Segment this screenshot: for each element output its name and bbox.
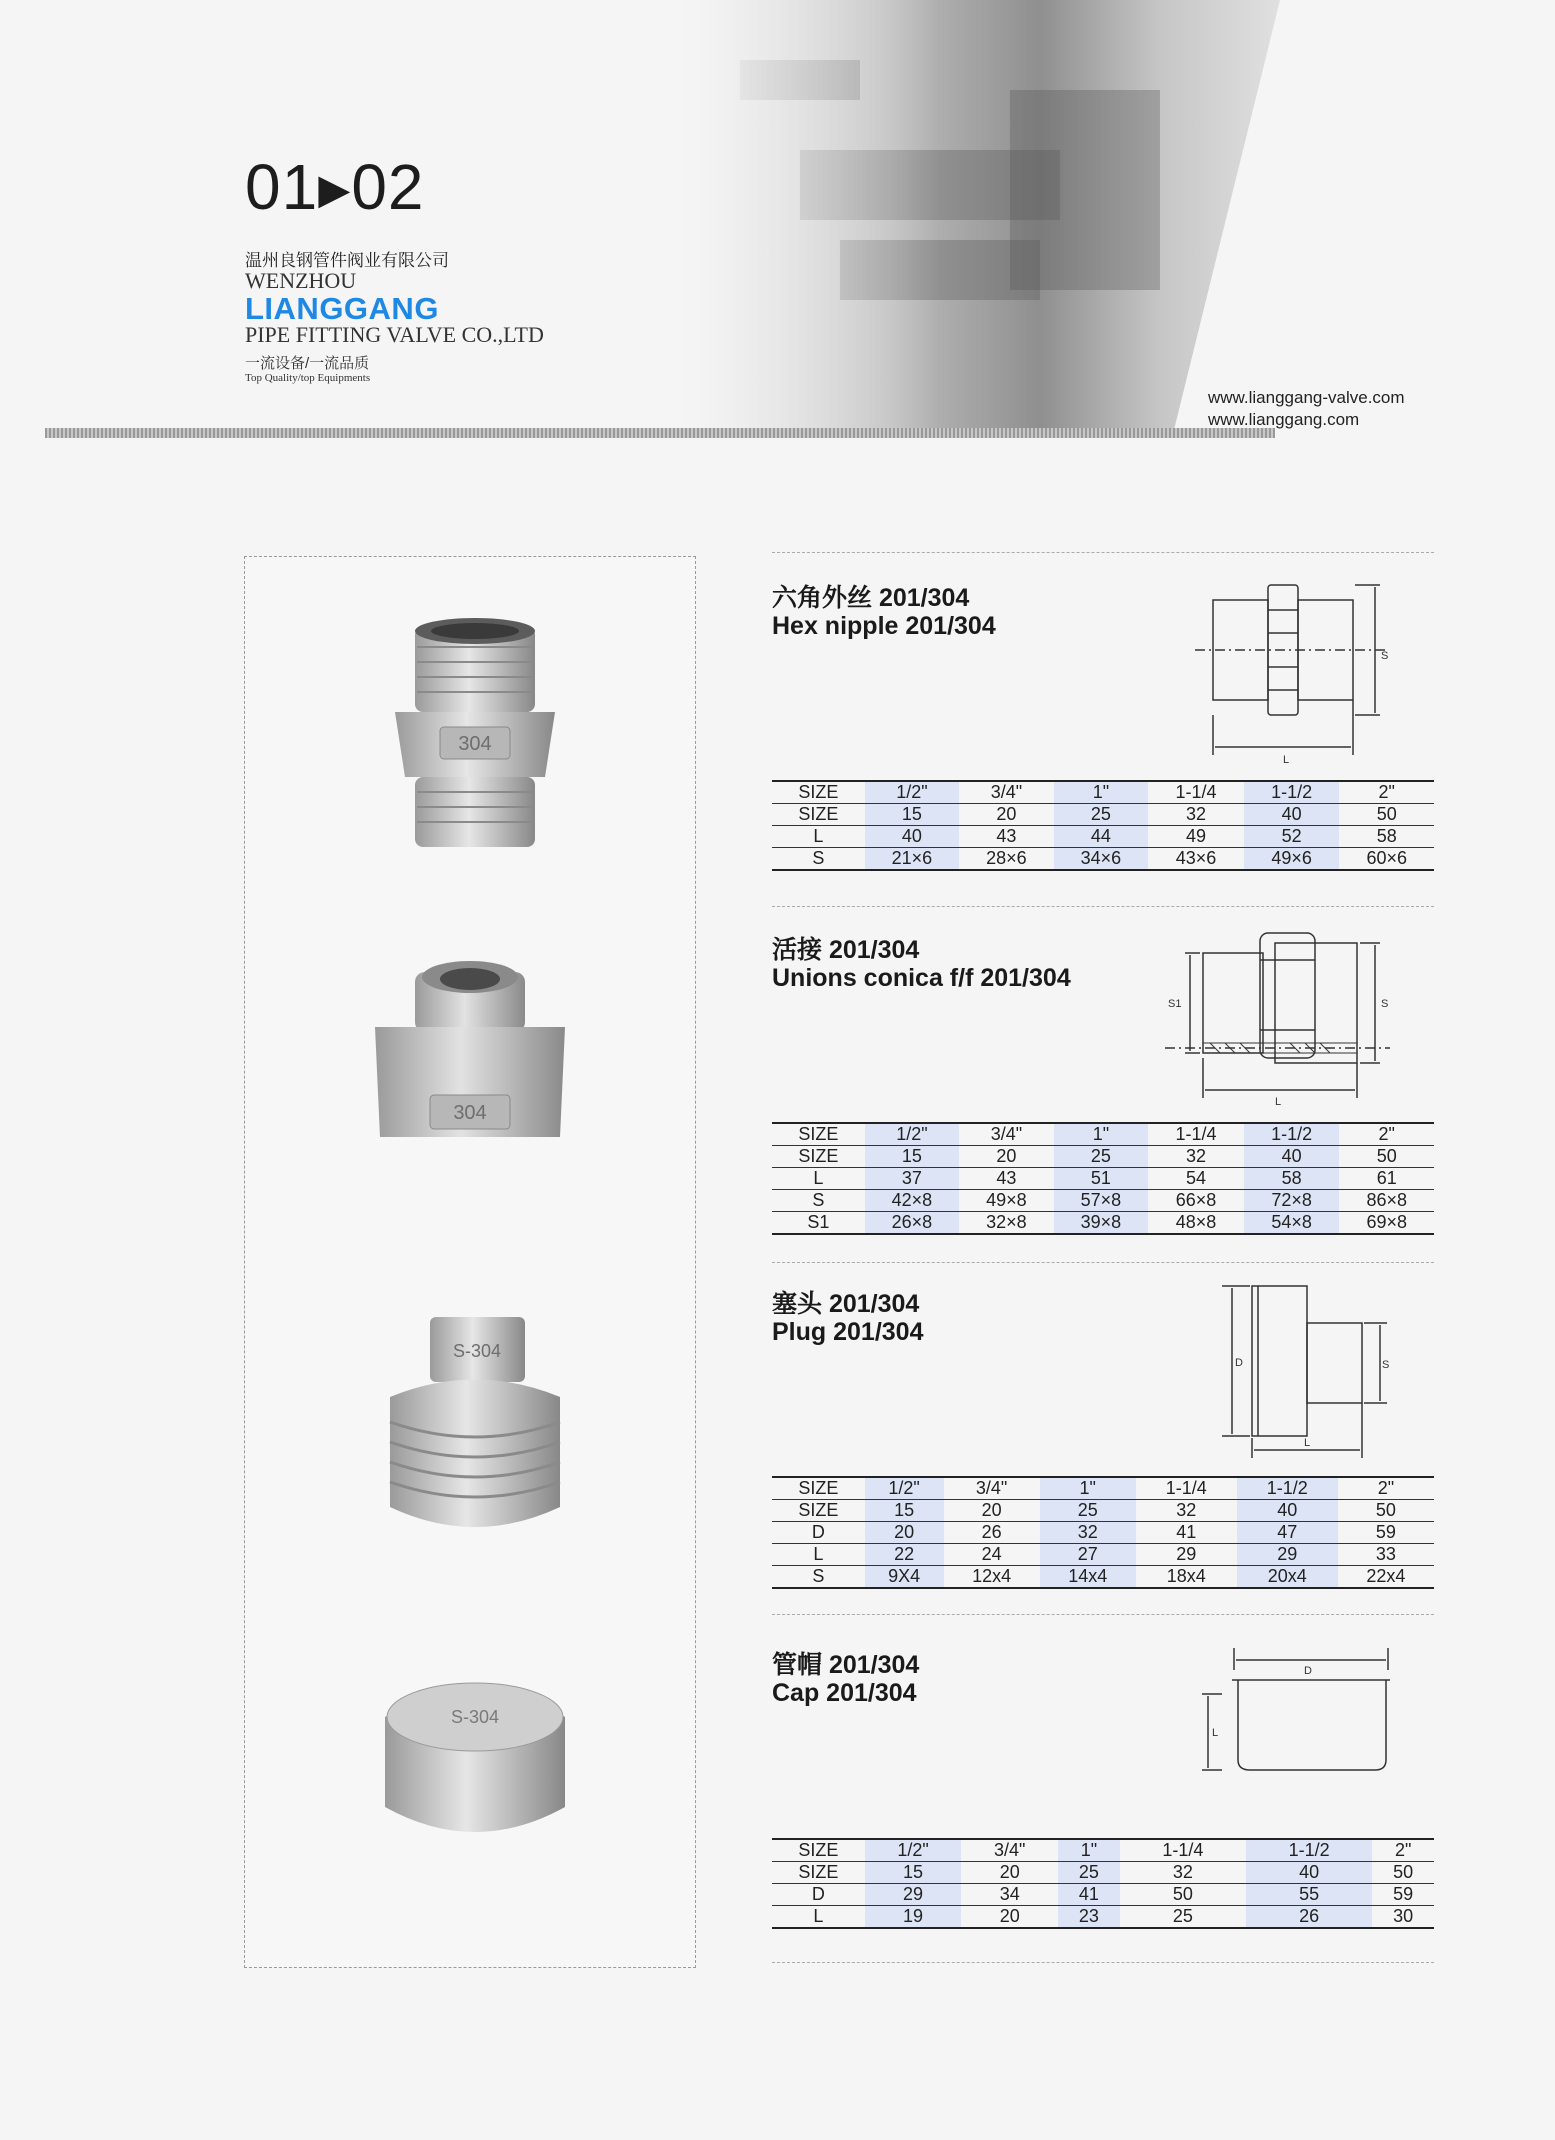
table-cell: 49×6	[1244, 848, 1340, 871]
section-divider	[772, 1262, 1434, 1263]
table-cell: 1-1/4	[1136, 1477, 1237, 1500]
table-cell: 15	[865, 1500, 944, 1522]
table-cell: 86×8	[1339, 1190, 1434, 1212]
table-cell: 12x4	[944, 1566, 1040, 1589]
table-cell: 9X4	[865, 1566, 944, 1589]
table-cell: 20	[865, 1522, 944, 1544]
product-photo-panel	[244, 556, 696, 1968]
table-cell: 40	[1237, 1500, 1338, 1522]
table-row	[772, 1123, 1434, 1146]
stamp-text: S-304	[452, 1341, 502, 1361]
table-row	[772, 1190, 1434, 1212]
tagline-cn: 一流设备/一流品质	[245, 355, 370, 372]
table-cell: 47	[1237, 1522, 1338, 1544]
table-cell: 49×8	[959, 1190, 1054, 1212]
table-cell: 61	[1339, 1168, 1434, 1190]
table-cell: 3/4"	[961, 1839, 1058, 1862]
table-cell: 60×6	[1339, 848, 1434, 871]
row-label: SIZE	[772, 804, 865, 826]
table-cell: 20	[959, 804, 1054, 826]
website-link-2[interactable]: www.lianggang.com	[1208, 410, 1360, 429]
header-band	[45, 428, 1275, 438]
table-cell: 3/4"	[959, 1123, 1054, 1146]
table-cell: 42×8	[865, 1190, 960, 1212]
table-row	[772, 1477, 1434, 1500]
table-cell: 40	[1244, 804, 1340, 826]
table-cell: 69×8	[1339, 1212, 1434, 1235]
table-cell: 43	[959, 1168, 1054, 1190]
table-cell: 29	[865, 1884, 962, 1906]
table-cell: 25	[1054, 804, 1149, 826]
section-divider	[772, 906, 1434, 907]
table-cell: 41	[1058, 1884, 1120, 1906]
table-cell: 1-1/4	[1148, 781, 1244, 804]
table-cell: 15	[865, 1862, 962, 1884]
diagram-label-D: D	[1304, 1665, 1312, 1677]
row-label: L	[772, 826, 865, 848]
plug-title-en: Plug 201/304	[772, 1318, 924, 1346]
table-cell: 1/2"	[865, 1123, 960, 1146]
cap-photo	[380, 1667, 570, 1857]
photo-fade	[680, 0, 940, 438]
table-cell: 1"	[1058, 1839, 1120, 1862]
table-cell: 72×8	[1244, 1190, 1340, 1212]
table-cell: 39×8	[1054, 1212, 1149, 1235]
row-label: SIZE	[772, 1500, 865, 1522]
table-cell: 33	[1338, 1544, 1434, 1566]
table-cell: 3/4"	[959, 781, 1054, 804]
plug-diagram	[1222, 1278, 1397, 1463]
table-cell: 26	[1246, 1906, 1372, 1929]
table-cell: 22x4	[1338, 1566, 1434, 1589]
table-cell: 2"	[1339, 781, 1434, 804]
table-cell: 32×8	[959, 1212, 1054, 1235]
row-label: SIZE	[772, 1123, 865, 1146]
hex-nipple-spec-table	[772, 780, 1434, 871]
row-label: SIZE	[772, 781, 865, 804]
table-cell: 52	[1244, 826, 1340, 848]
table-cell: 25	[1054, 1146, 1149, 1168]
table-cell: 29	[1237, 1544, 1338, 1566]
website-link-1[interactable]: www.lianggang-valve.com	[1208, 388, 1405, 407]
table-cell: 40	[865, 826, 960, 848]
table-cell: 43×6	[1148, 848, 1244, 871]
table-row	[772, 1839, 1434, 1862]
plug-title-cn: 塞头 201/304	[772, 1290, 920, 1318]
row-label: SIZE	[772, 1839, 865, 1862]
table-row	[772, 1212, 1434, 1235]
table-cell: 54×8	[1244, 1212, 1340, 1235]
company-name-cn: 温州良钢管件阀业有限公司	[245, 251, 449, 270]
union-photo	[365, 957, 575, 1167]
table-cell: 34	[961, 1884, 1058, 1906]
diagram-label-L: L	[1275, 1096, 1282, 1108]
table-cell: 66×8	[1148, 1190, 1244, 1212]
table-row	[772, 1168, 1434, 1190]
table-cell: 1/2"	[865, 781, 960, 804]
row-label: S	[772, 1566, 865, 1589]
table-cell: 41	[1136, 1522, 1237, 1544]
table-cell: 26×8	[865, 1212, 960, 1235]
row-label: S	[772, 1190, 865, 1212]
union-diagram	[1165, 918, 1405, 1108]
table-cell: 59	[1338, 1522, 1434, 1544]
company-brand: LIANGGANG	[245, 291, 439, 326]
table-cell: 48×8	[1148, 1212, 1244, 1235]
hex-nipple-title-cn: 六角外丝 201/304	[772, 584, 970, 612]
table-cell: 15	[865, 804, 960, 826]
table-row	[772, 781, 1434, 804]
section-divider	[772, 552, 1434, 553]
table-row	[772, 826, 1434, 848]
table-row	[772, 1566, 1434, 1589]
table-cell: 19	[865, 1906, 962, 1929]
stamp-text: 304	[453, 1102, 487, 1124]
page-number: 01▸02	[245, 151, 425, 223]
table-cell: 57×8	[1054, 1190, 1149, 1212]
table-cell: 2"	[1339, 1123, 1434, 1146]
table-cell: 2"	[1338, 1477, 1434, 1500]
table-cell: 29	[1136, 1544, 1237, 1566]
row-label: S1	[772, 1212, 865, 1235]
row-label: SIZE	[772, 1477, 865, 1500]
table-cell: 50	[1338, 1500, 1434, 1522]
table-row	[772, 1522, 1434, 1544]
cap-spec-table	[772, 1838, 1434, 1929]
table-cell: 28×6	[959, 848, 1054, 871]
table-cell: 2"	[1372, 1839, 1434, 1862]
table-cell: 50	[1372, 1862, 1434, 1884]
table-cell: 18x4	[1136, 1566, 1237, 1589]
plug-photo	[375, 1307, 575, 1547]
table-cell: 34×6	[1054, 848, 1149, 871]
cap-diagram	[1200, 1640, 1395, 1780]
table-cell: 32	[1148, 1146, 1244, 1168]
table-cell: 22	[865, 1544, 944, 1566]
table-cell: 1-1/2	[1246, 1839, 1372, 1862]
row-label: L	[772, 1168, 865, 1190]
cap-title-en: Cap 201/304	[772, 1679, 917, 1707]
table-cell: 1/2"	[865, 1839, 962, 1862]
table-cell: 50	[1339, 1146, 1434, 1168]
plug-spec-table	[772, 1476, 1434, 1589]
table-cell: 20	[944, 1500, 1040, 1522]
table-cell: 32	[1148, 804, 1244, 826]
table-cell: 25	[1040, 1500, 1136, 1522]
table-cell: 21×6	[865, 848, 960, 871]
table-cell: 1-1/2	[1237, 1477, 1338, 1500]
table-cell: 25	[1120, 1906, 1246, 1929]
table-cell: 20x4	[1237, 1566, 1338, 1589]
table-cell: 25	[1058, 1862, 1120, 1884]
row-label: S	[772, 848, 865, 871]
table-cell: 40	[1246, 1862, 1372, 1884]
diagram-label-L: L	[1304, 1437, 1311, 1449]
diagram-label-S: S	[1382, 1359, 1390, 1371]
diagram-label-L: L	[1283, 754, 1290, 766]
table-row	[772, 1906, 1434, 1929]
union-title-cn: 活接 201/304	[772, 936, 920, 964]
hex-nipple-photo	[385, 617, 565, 857]
section-divider	[772, 1962, 1434, 1963]
table-cell: 14x4	[1040, 1566, 1136, 1589]
table-cell: 20	[959, 1146, 1054, 1168]
table-cell: 59	[1372, 1884, 1434, 1906]
table-cell: 1-1/2	[1244, 1123, 1340, 1146]
table-cell: 49	[1148, 826, 1244, 848]
diagram-label-L: L	[1212, 1727, 1219, 1739]
table-cell: 58	[1244, 1168, 1340, 1190]
table-cell: 40	[1244, 1146, 1340, 1168]
company-name-line1: WENZHOU	[245, 268, 357, 293]
table-cell: 23	[1058, 1906, 1120, 1929]
diagram-label-S: S	[1381, 998, 1389, 1010]
diagram-label-S: S	[1381, 650, 1389, 662]
table-cell: 44	[1054, 826, 1149, 848]
table-cell: 32	[1120, 1862, 1246, 1884]
table-cell: 20	[961, 1906, 1058, 1929]
hex-nipple-diagram	[1195, 575, 1410, 770]
stamp-text: 304	[458, 733, 492, 755]
table-cell: 51	[1054, 1168, 1149, 1190]
table-cell: 37	[865, 1168, 960, 1190]
hex-nipple-title-en: Hex nipple 201/304	[772, 612, 996, 640]
diagram-label-D: D	[1235, 1357, 1243, 1369]
table-cell: 15	[865, 1146, 960, 1168]
cap-title-cn: 管帽 201/304	[772, 1651, 920, 1679]
company-name-line3: PIPE FITTING VALVE CO.,LTD	[245, 322, 544, 347]
table-cell: 54	[1148, 1168, 1244, 1190]
row-label: L	[772, 1544, 865, 1566]
table-row	[772, 804, 1434, 826]
table-cell: 1-1/4	[1148, 1123, 1244, 1146]
table-cell: 1"	[1054, 781, 1149, 804]
table-cell: 3/4"	[944, 1477, 1040, 1500]
table-cell: 27	[1040, 1544, 1136, 1566]
row-label: D	[772, 1884, 865, 1906]
row-label: SIZE	[772, 1146, 865, 1168]
table-cell: 1-1/2	[1244, 781, 1340, 804]
table-cell: 30	[1372, 1906, 1434, 1929]
table-cell: 50	[1339, 804, 1434, 826]
table-row	[772, 848, 1434, 871]
diagram-label-S1: S1	[1168, 998, 1182, 1010]
table-cell: 1"	[1040, 1477, 1136, 1500]
table-cell: 50	[1120, 1884, 1246, 1906]
table-cell: 55	[1246, 1884, 1372, 1906]
union-title-en: Unions conica f/f 201/304	[772, 964, 1071, 992]
table-cell: 58	[1339, 826, 1434, 848]
row-label: SIZE	[772, 1862, 865, 1884]
table-cell: 20	[961, 1862, 1058, 1884]
table-row	[772, 1146, 1434, 1168]
row-label: L	[772, 1906, 865, 1929]
table-cell: 1-1/4	[1120, 1839, 1246, 1862]
section-divider	[772, 1614, 1434, 1615]
tagline-en: Top Quality/top Equipments	[245, 372, 371, 384]
stamp-text: S-304	[450, 1707, 500, 1727]
table-row	[772, 1500, 1434, 1522]
union-spec-table	[772, 1122, 1434, 1235]
table-row	[772, 1862, 1434, 1884]
table-cell: 32	[1136, 1500, 1237, 1522]
table-row	[772, 1884, 1434, 1906]
table-cell: 26	[944, 1522, 1040, 1544]
table-cell: 1"	[1054, 1123, 1149, 1146]
table-cell: 32	[1040, 1522, 1136, 1544]
table-cell: 1/2"	[865, 1477, 944, 1500]
row-label: D	[772, 1522, 865, 1544]
table-row	[772, 1544, 1434, 1566]
table-cell: 43	[959, 826, 1054, 848]
table-cell: 24	[944, 1544, 1040, 1566]
